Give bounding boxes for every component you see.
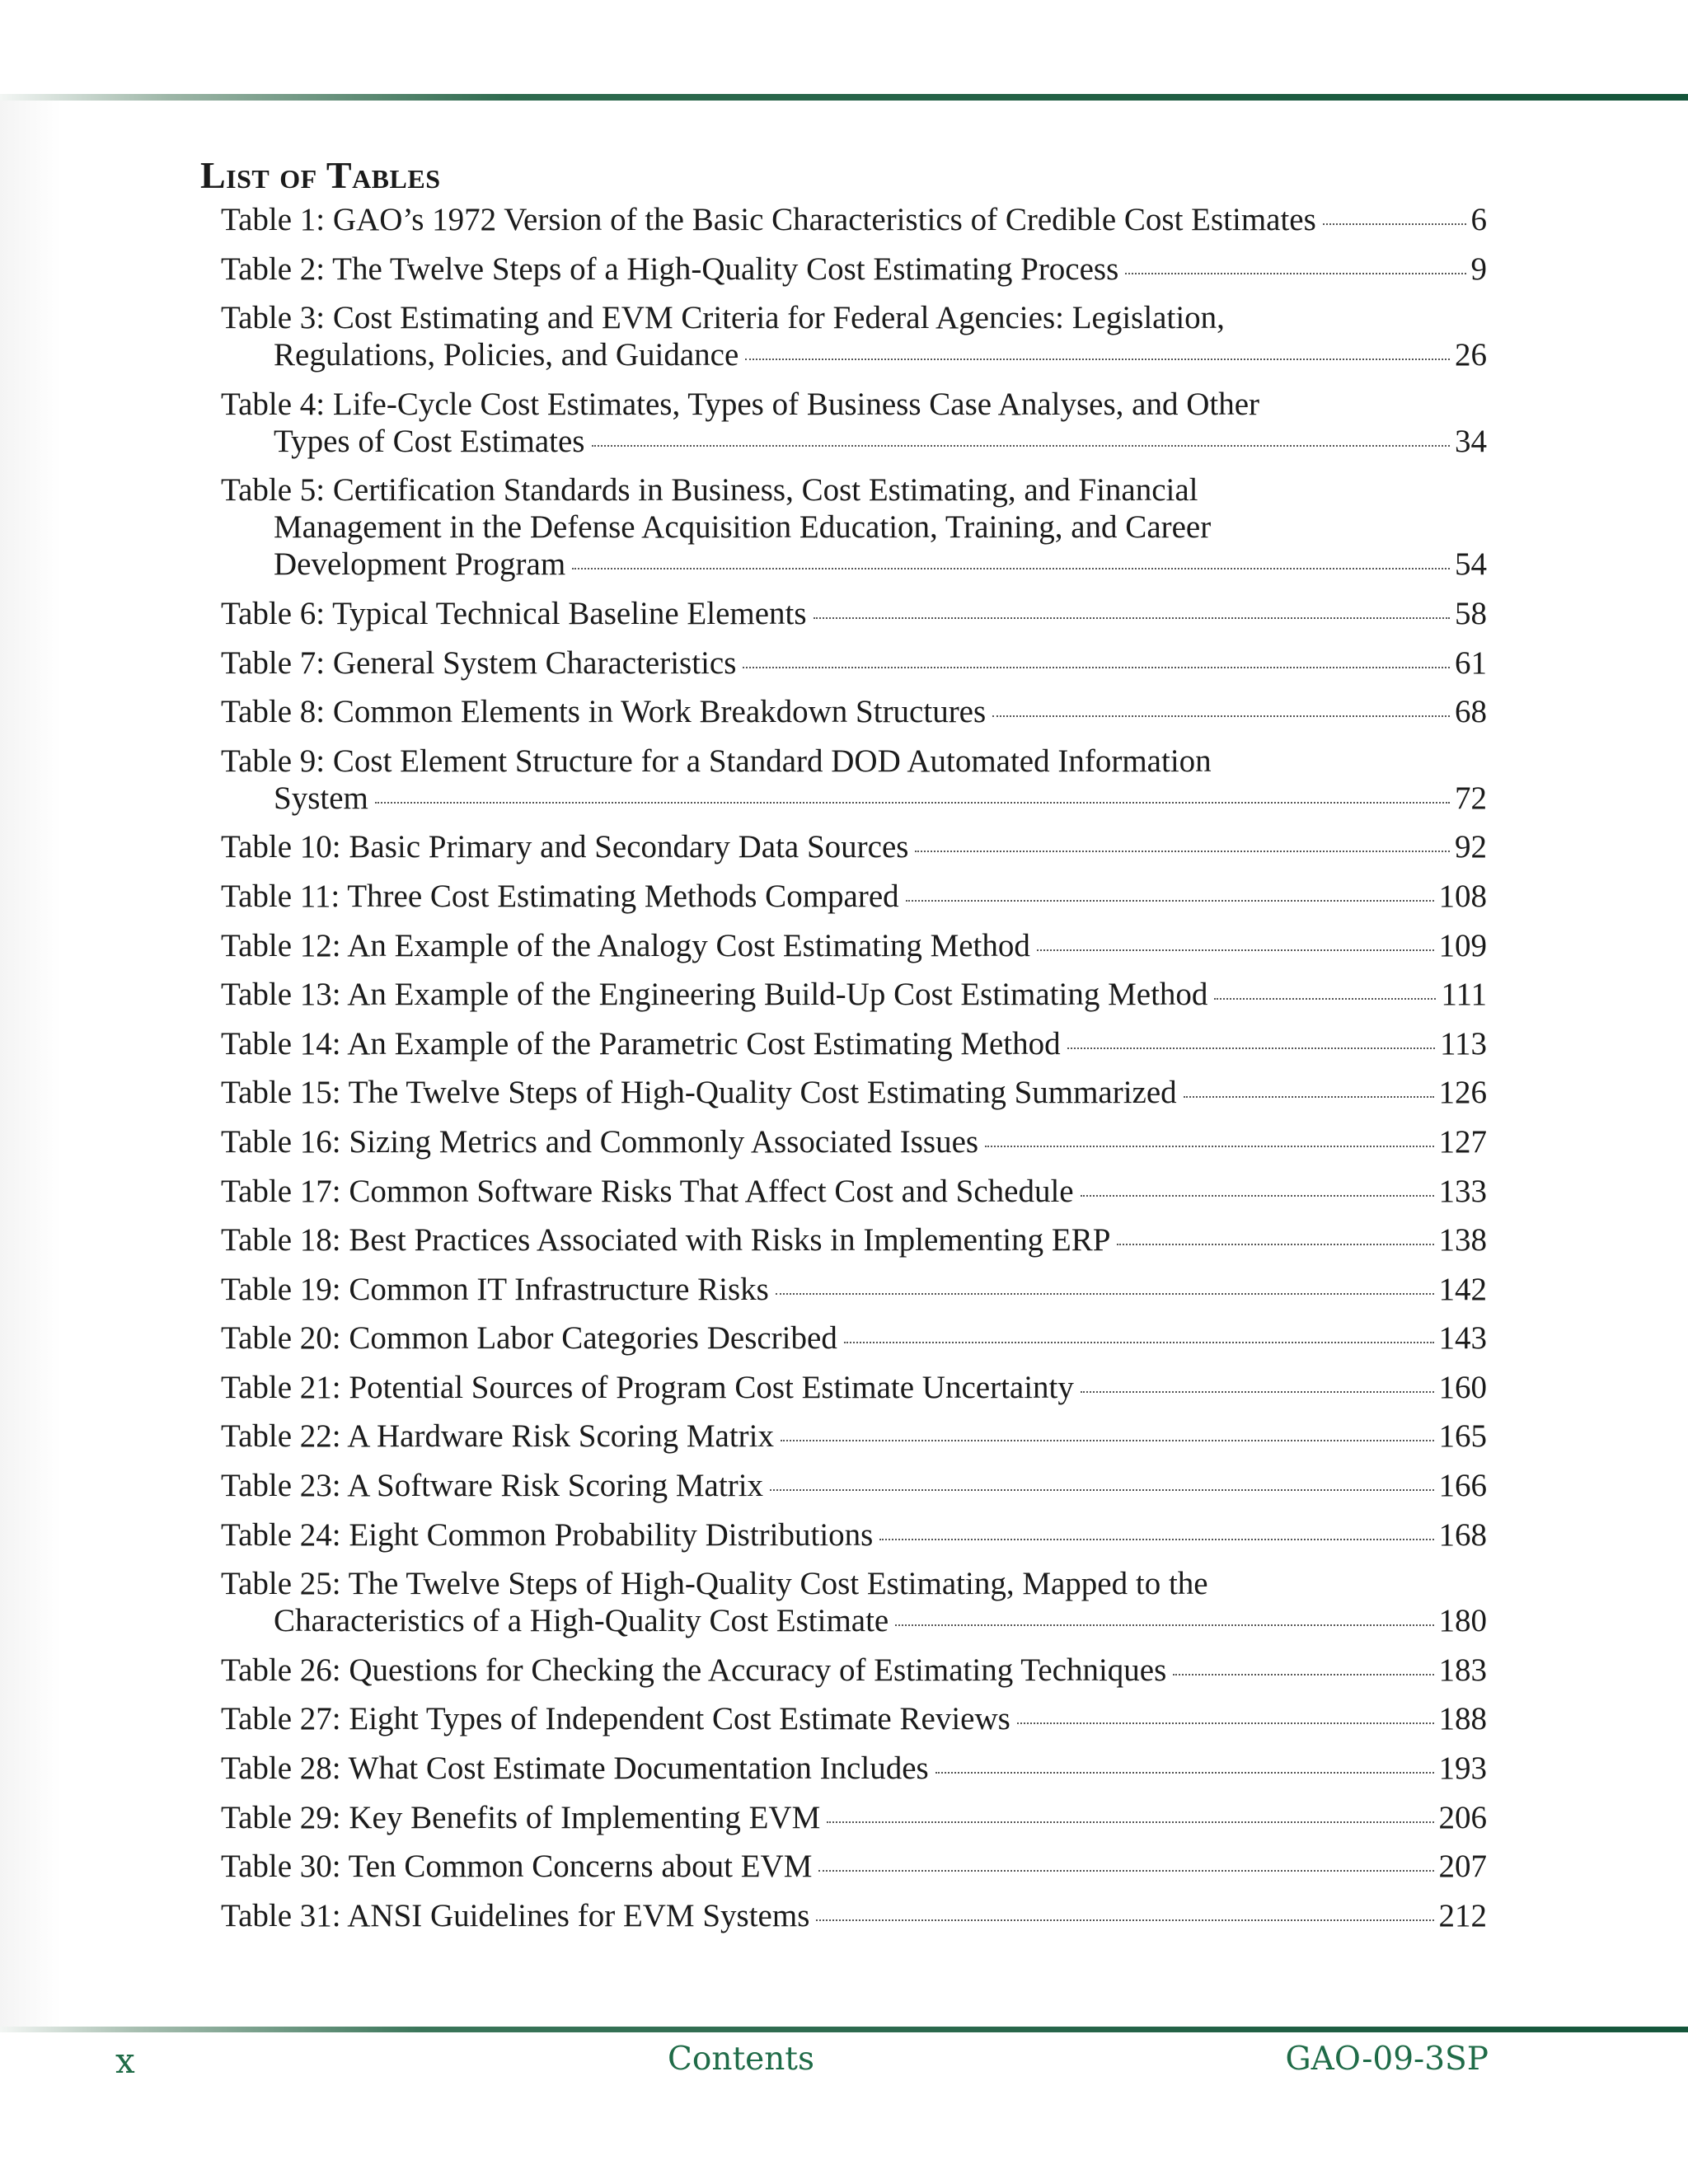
- dot-leader: [895, 1624, 1433, 1626]
- toc-entry-page-number: 143: [1438, 1320, 1487, 1357]
- toc-entry-title-line: Table 29: Key Benefits of Implementing EVM: [221, 1799, 821, 1835]
- dot-leader: [1214, 998, 1436, 1000]
- toc-entry-page-number: 165: [1438, 1418, 1487, 1455]
- toc-entry-title-line: Table 11: Three Cost Estimating Methods Compared: [221, 878, 899, 914]
- toc-entry[interactable]: [221, 1799, 1487, 1836]
- toc-entry-title-line: Management in the Defense Acquisition Education, Training, and Career: [274, 509, 1212, 546]
- toc-entry-page-number: 26: [1455, 337, 1487, 373]
- dot-leader: [743, 667, 1450, 668]
- toc-entry-title-line: Table 12: An Example of the Analogy Cost Estimating Method: [221, 927, 1030, 963]
- dot-leader: [770, 1489, 1433, 1491]
- toc-entry[interactable]: [221, 1848, 1487, 1885]
- toc-entry[interactable]: [221, 1565, 1487, 1639]
- toc-entry[interactable]: [221, 878, 1487, 915]
- toc-entry-row: [221, 1418, 1487, 1455]
- dot-leader: [1017, 1722, 1434, 1724]
- toc-entry-title-line: Regulations, Policies, and Guidance: [274, 337, 739, 373]
- toc-entry-page-number: 9: [1470, 251, 1487, 287]
- toc-entry-row: [221, 201, 1487, 238]
- toc-entry-page-number: 193: [1438, 1750, 1487, 1787]
- toc-entry-row: [221, 976, 1487, 1013]
- toc-entry-page-number: 68: [1455, 694, 1487, 730]
- toc-entry-page-number: 109: [1438, 927, 1487, 963]
- toc-entry-title-line: Table 22: A Hardware Risk Scoring Matrix: [221, 1418, 774, 1455]
- toc-entry-page-number: 180: [1438, 1603, 1487, 1639]
- dot-leader: [915, 851, 1450, 852]
- toc-entry-row: [221, 251, 1487, 288]
- dot-leader: [375, 802, 1450, 804]
- toc-entry-title-line: Table 21: Potential Sources of Program Cost Estimate Uncertainty: [221, 1369, 1074, 1405]
- toc-entry-title-line: Table 6: Typical Technical Baseline Elements: [221, 595, 807, 631]
- toc-entry-page-number: 72: [1455, 780, 1487, 816]
- toc-entry-row: [221, 423, 1487, 460]
- toc-entry-page-number: 54: [1455, 546, 1487, 583]
- toc-entry[interactable]: [221, 299, 1487, 373]
- toc-entry-row: [221, 1848, 1487, 1885]
- toc-entry[interactable]: [221, 1516, 1487, 1554]
- toc-entry-title-line: Table 31: ANSI Guidelines for EVM Systems: [221, 1897, 810, 1933]
- toc-entry-row: [221, 1467, 1487, 1504]
- dot-leader: [1037, 949, 1434, 951]
- dot-leader: [814, 617, 1450, 619]
- toc-entry-row: [221, 1074, 1487, 1111]
- toc-entry[interactable]: [221, 693, 1487, 730]
- toc-entry-row: [221, 1799, 1487, 1836]
- dot-leader: [745, 359, 1450, 360]
- toc-entry-page-number: 206: [1438, 1799, 1487, 1835]
- toc-entry-page-number: 183: [1438, 1652, 1487, 1688]
- toc-entry-row: [221, 1652, 1487, 1689]
- toc-entry[interactable]: [221, 1173, 1487, 1210]
- toc-entry-page-number: 138: [1438, 1222, 1487, 1258]
- toc-entry-title-line: Table 13: An Example of the Engineering Build-Up Cost Estimating Method: [221, 977, 1208, 1013]
- toc-entry[interactable]: [221, 1123, 1487, 1160]
- toc-entry-page-number: 92: [1455, 829, 1487, 865]
- toc-entry-page-number: 207: [1438, 1849, 1487, 1885]
- dot-leader: [992, 715, 1450, 717]
- toc-entry-row: [221, 1516, 1487, 1554]
- toc-entry-title-line: Table 25: The Twelve Steps of High-Quality Cost Estimating, Mapped to the: [221, 1566, 1208, 1602]
- dot-leader: [879, 1539, 1433, 1540]
- toc-entry-page-number: 108: [1438, 878, 1487, 914]
- top-rule: [0, 94, 1688, 101]
- table-of-contents-list: [221, 201, 1487, 1946]
- toc-entry[interactable]: [221, 976, 1487, 1013]
- toc-entry-row: [221, 546, 1487, 583]
- toc-entry-row: [221, 1319, 1487, 1357]
- toc-entry-row: [221, 1750, 1487, 1787]
- toc-entry-title-line: Table 5: Certification Standards in Business, Cost Estimating, and Financial: [221, 472, 1198, 509]
- toc-entry-title-line: Table 1: GAO’s 1972 Version of the Basic Characteristics of Credible Cost Estimates: [221, 202, 1316, 237]
- toc-entry[interactable]: [221, 595, 1487, 632]
- dot-leader: [781, 1440, 1434, 1441]
- toc-entry[interactable]: [221, 743, 1487, 817]
- toc-entry-title-line: Table 15: The Twelve Steps of High-Quality Cost Estimating Summarized: [221, 1075, 1177, 1111]
- bottom-rule: [0, 2027, 1688, 2032]
- dot-leader: [1125, 273, 1465, 274]
- toc-entry[interactable]: [221, 1418, 1487, 1455]
- toc-entry-row: [221, 1123, 1487, 1160]
- toc-entry-title-line: Table 7: General System Characteristics: [221, 644, 737, 681]
- dot-leader: [844, 1342, 1434, 1343]
- toc-entry[interactable]: [221, 1025, 1487, 1062]
- dot-leader: [935, 1772, 1434, 1774]
- toc-entry-row: [221, 828, 1487, 865]
- dot-leader: [1117, 1244, 1433, 1245]
- toc-entry-row: [221, 1369, 1487, 1406]
- toc-entry-row: [221, 644, 1487, 682]
- dot-leader: [816, 1919, 1433, 1921]
- footer-report-id: GAO-09-3SP: [1285, 2041, 1489, 2078]
- toc-entry-title-line: Table 20: Common Labor Categories Described: [221, 1320, 837, 1357]
- toc-entry-page-number: 61: [1455, 644, 1487, 681]
- toc-entry-row: [221, 693, 1487, 730]
- toc-entry[interactable]: [221, 1369, 1487, 1406]
- toc-entry-row: [221, 780, 1487, 817]
- toc-entry-title-line: Table 14: An Example of the Parametric Cost Estimating Method: [221, 1025, 1061, 1062]
- toc-entry-title-line: System: [274, 780, 368, 816]
- toc-entry-row: [221, 1025, 1487, 1062]
- toc-entry[interactable]: [221, 828, 1487, 865]
- dot-leader: [1067, 1047, 1435, 1049]
- toc-entry[interactable]: [221, 1467, 1487, 1504]
- toc-entry-row: [221, 878, 1487, 915]
- page-margin-shade: [0, 101, 61, 2029]
- toc-entry-row: [221, 595, 1487, 632]
- toc-entry-title-line: Table 23: A Software Risk Scoring Matrix: [221, 1468, 764, 1504]
- dot-leader: [827, 1821, 1433, 1823]
- toc-entry-page-number: 188: [1438, 1701, 1487, 1737]
- toc-entry-title-line: Table 27: Eight Types of Independent Cost Estimate Reviews: [221, 1701, 1010, 1737]
- toc-entry-title-line: Table 18: Best Practices Associated with Risks in Implementing ERP: [221, 1222, 1111, 1258]
- toc-entry-page-number: 126: [1438, 1075, 1487, 1111]
- toc-entry-title-line: Table 26: Questions for Checking the Accuracy of Estimating Techniques: [221, 1652, 1167, 1688]
- toc-entry-page-number: 113: [1439, 1025, 1487, 1062]
- toc-entry[interactable]: [221, 1074, 1487, 1111]
- dot-leader: [1081, 1391, 1434, 1393]
- toc-entry-title-line: Table 30: Ten Common Concerns about EVM: [221, 1849, 813, 1885]
- toc-entry[interactable]: [221, 1897, 1487, 1934]
- toc-entry[interactable]: [221, 1221, 1487, 1258]
- toc-entry-title-line: Table 2: The Twelve Steps of a High-Quality Cost Estimating Process: [221, 251, 1119, 287]
- toc-entry[interactable]: [221, 1652, 1487, 1689]
- footer-page-number: x: [115, 2041, 135, 2081]
- toc-entry[interactable]: [221, 201, 1487, 238]
- section-title: List of Tables: [200, 154, 441, 196]
- toc-entry-page-number: 168: [1438, 1516, 1487, 1553]
- toc-entry[interactable]: [221, 1700, 1487, 1737]
- toc-entry-page-number: 160: [1438, 1369, 1487, 1405]
- toc-entry-page-number: 58: [1455, 595, 1487, 631]
- toc-entry-page-number: 111: [1441, 977, 1487, 1013]
- toc-entry-title-line: Table 10: Basic Primary and Secondary Data Sources: [221, 829, 909, 865]
- toc-entry-title-line: Table 16: Sizing Metrics and Commonly Associated Issues: [221, 1123, 979, 1160]
- toc-entry-title-line: Table 17: Common Software Risks That Affect Cost and Schedule: [221, 1173, 1074, 1209]
- toc-entry-title-line: Table 19: Common IT Infrastructure Risks: [221, 1271, 769, 1307]
- dot-leader: [1323, 223, 1466, 225]
- toc-entry-title-line: Table 28: What Cost Estimate Documentation Includes: [221, 1750, 929, 1787]
- toc-entry-row: [221, 1271, 1487, 1308]
- toc-entry-title-line: Table 24: Eight Common Probability Distributions: [221, 1516, 874, 1553]
- toc-entry-title-line: Table 8: Common Elements in Work Breakdown Structures: [221, 694, 987, 730]
- toc-entry-page-number: 212: [1438, 1897, 1487, 1933]
- toc-entry[interactable]: [221, 1750, 1487, 1787]
- dot-leader: [572, 568, 1450, 569]
- toc-entry-page-number: 133: [1438, 1173, 1487, 1209]
- toc-entry-page-number: 166: [1438, 1468, 1487, 1504]
- toc-entry-row: [221, 1173, 1487, 1210]
- footer-section: Contents: [668, 2041, 814, 2078]
- toc-entry[interactable]: [221, 927, 1487, 964]
- toc-entry-page-number: 142: [1438, 1271, 1487, 1307]
- dot-leader: [1173, 1674, 1433, 1675]
- toc-entry-title-line: Table 9: Cost Element Structure for a Standard DOD Automated Information: [221, 743, 1212, 779]
- dot-leader: [776, 1293, 1434, 1295]
- toc-entry[interactable]: [221, 471, 1487, 583]
- toc-entry-title-line: Development Program: [274, 546, 566, 583]
- toc-entry-page-number: 6: [1470, 202, 1487, 237]
- toc-entry-row: [221, 927, 1487, 964]
- toc-entry[interactable]: [221, 644, 1487, 682]
- toc-entry-row: [221, 1897, 1487, 1934]
- dot-leader: [592, 445, 1451, 447]
- toc-entry-page-number: 127: [1438, 1123, 1487, 1160]
- dot-leader: [818, 1870, 1433, 1872]
- toc-entry-row: [221, 1700, 1487, 1737]
- toc-entry-title-line: Table 3: Cost Estimating and EVM Criteria for Federal Agencies: Legislation,: [221, 300, 1225, 336]
- toc-entry[interactable]: [221, 251, 1487, 288]
- toc-entry-page-number: 34: [1455, 423, 1487, 459]
- toc-entry[interactable]: [221, 386, 1487, 460]
- dot-leader: [906, 900, 1434, 902]
- toc-entry-title-line: Types of Cost Estimates: [274, 423, 585, 459]
- dot-leader: [1081, 1195, 1434, 1197]
- toc-entry-row: [221, 1221, 1487, 1258]
- toc-entry[interactable]: [221, 1271, 1487, 1308]
- toc-entry[interactable]: [221, 1319, 1487, 1357]
- dot-leader: [985, 1146, 1433, 1147]
- dot-leader: [1184, 1096, 1434, 1098]
- toc-entry-title-line: Characteristics of a High-Quality Cost Estimate: [274, 1603, 889, 1639]
- toc-entry-row: [221, 1602, 1487, 1639]
- toc-entry-title-line: Table 4: Life-Cycle Cost Estimates, Types of Business Case Analyses, and Other: [221, 386, 1260, 422]
- toc-entry-row: [221, 336, 1487, 373]
